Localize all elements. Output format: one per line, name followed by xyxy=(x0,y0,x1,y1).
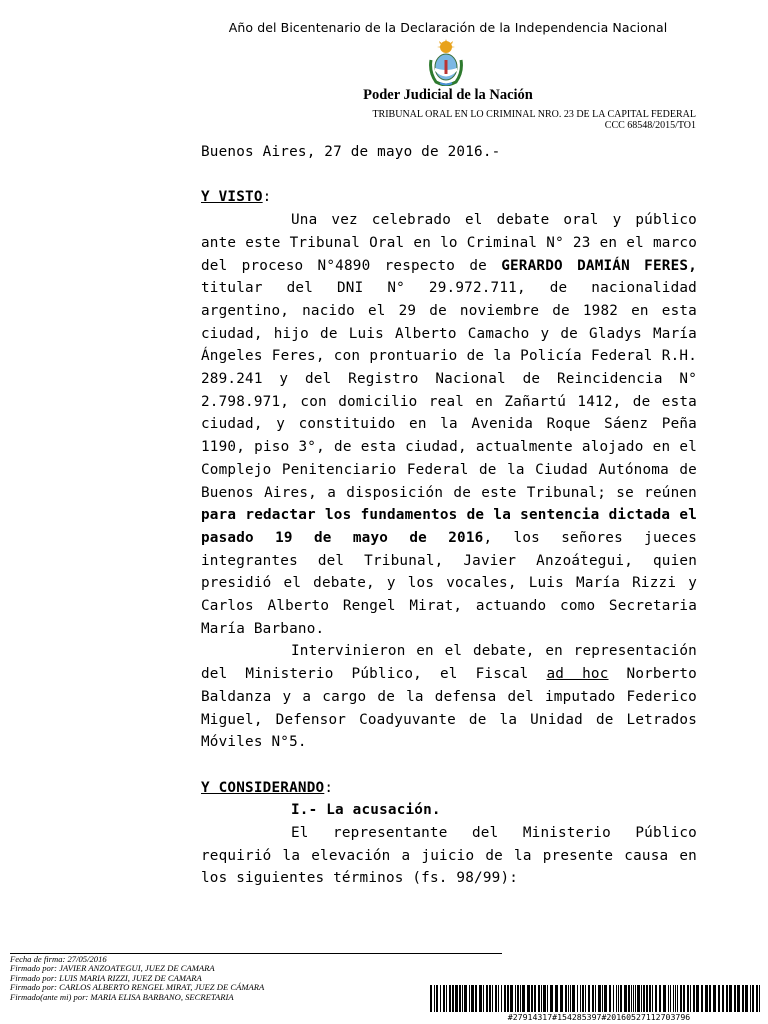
p1-text-c: , los señores jueces integrantes del Tribunal, Javier Anzoátegui, quien presidió el debate, y los vocales, Luis María Rizzi y Carlos Alberto Rengel Mirat, actuando como Secretaria María Barbano. xyxy=(201,529,698,637)
institution-title: Poder Judicial de la Nación xyxy=(363,87,533,103)
visto-heading: Y VISTO xyxy=(201,189,263,206)
resolution-body xyxy=(201,141,697,890)
considerando-colon: : xyxy=(324,779,334,796)
considerando-heading: Y CONSIDERANDO xyxy=(201,779,325,796)
p2-text-a: Intervinieron en el debate, en representación del Ministerio Público, el Fiscal xyxy=(201,643,697,683)
ad-hoc-text: ad hoc xyxy=(546,666,609,683)
p1-text-a: Una vez celebrado el debate oral y público ante este Tribunal Oral en lo Criminal N° 23 en el marco del proceso N°4890 respecto de xyxy=(201,212,697,274)
section-title: I.- La acusación. xyxy=(291,802,441,819)
defendant-name: GERARDO DAMIÁN FERES, xyxy=(501,257,698,274)
visto-heading-line xyxy=(201,186,697,209)
signature-line: Firmado por: CARLOS ALBERTO RENGEL MIRAT, JUEZ DE CÁMARA xyxy=(10,982,265,993)
visto-colon: : xyxy=(262,189,272,206)
signature-line: Fecha de firma: 27/05/2016 xyxy=(10,954,107,964)
signature-block xyxy=(10,955,264,1002)
signature-line: Firmado(ante mi) por: MARIA ELISA BARBANO, SECRETARIA xyxy=(10,991,234,1002)
case-number: CCC 68548/2015/TO1 xyxy=(604,120,696,131)
court-name: TRIBUNAL ORAL EN LO CRIMINAL NRO. 23 DE LA CAPITAL FEDERAL xyxy=(372,109,696,120)
paragraph-3: El representante del Ministerio Público requirió la elevación a juicio de la presente causa en los siguientes términos (fs. 98/99): xyxy=(201,825,697,887)
p1-text-b: titular del DNI N° 29.972.711, de nacionalidad argentino, nacido el 29 de noviembre de 1982 en esta ciudad, hijo de Luis Alberto Camacho y de Gladys María Ángeles Feres, con prontuario de la Policía Federal R.H. 289.241 y del Registro Nacional de Reincidencia N° 2.798.971, con domicilio real en Zañartú 1412, de esta ciudad, y constituido en la Avenida Roque Sáenz Peña 1190, piso 3°, de esta ciudad, actualmente alojado en el Complejo Penitenciario Federal de la Ciudad Autónoma de Buenos Aires, a disposición de este Tribunal; se reúnen xyxy=(201,280,697,501)
considerando-heading-line xyxy=(201,777,697,800)
signature-line: Firmado por: LUIS MARIA RIZZI, JUEZ DE CAMARA xyxy=(10,972,202,983)
barcode-icon xyxy=(430,985,760,1012)
coat-of-arms-icon xyxy=(428,38,464,86)
header-motto: Año del Bicentenario de la Declaración de la Independencia Nacional xyxy=(228,20,668,35)
paragraph-1 xyxy=(201,209,697,640)
signature-line: Firmado por: JAVIER ANZOATEGUI, JUEZ DE CAMARA xyxy=(10,963,215,974)
paragraph-2 xyxy=(201,640,697,754)
barcode-number: #27914317#154285397#20160527112703796 xyxy=(507,1012,691,1022)
p2-text-b: Norberto Baldanza y a cargo de la defensa del imputado Federico Miguel, Defensor Coadyuvante de la Unidad de Letrados Móviles N°5. xyxy=(201,666,697,751)
p1-bold-text: para redactar los fundamentos de la sentencia dictada el pasado 19 de mayo de 2016 xyxy=(201,507,697,546)
court-heading xyxy=(372,109,696,131)
date-line: Buenos Aires, 27 de mayo de 2016.- xyxy=(201,144,501,160)
